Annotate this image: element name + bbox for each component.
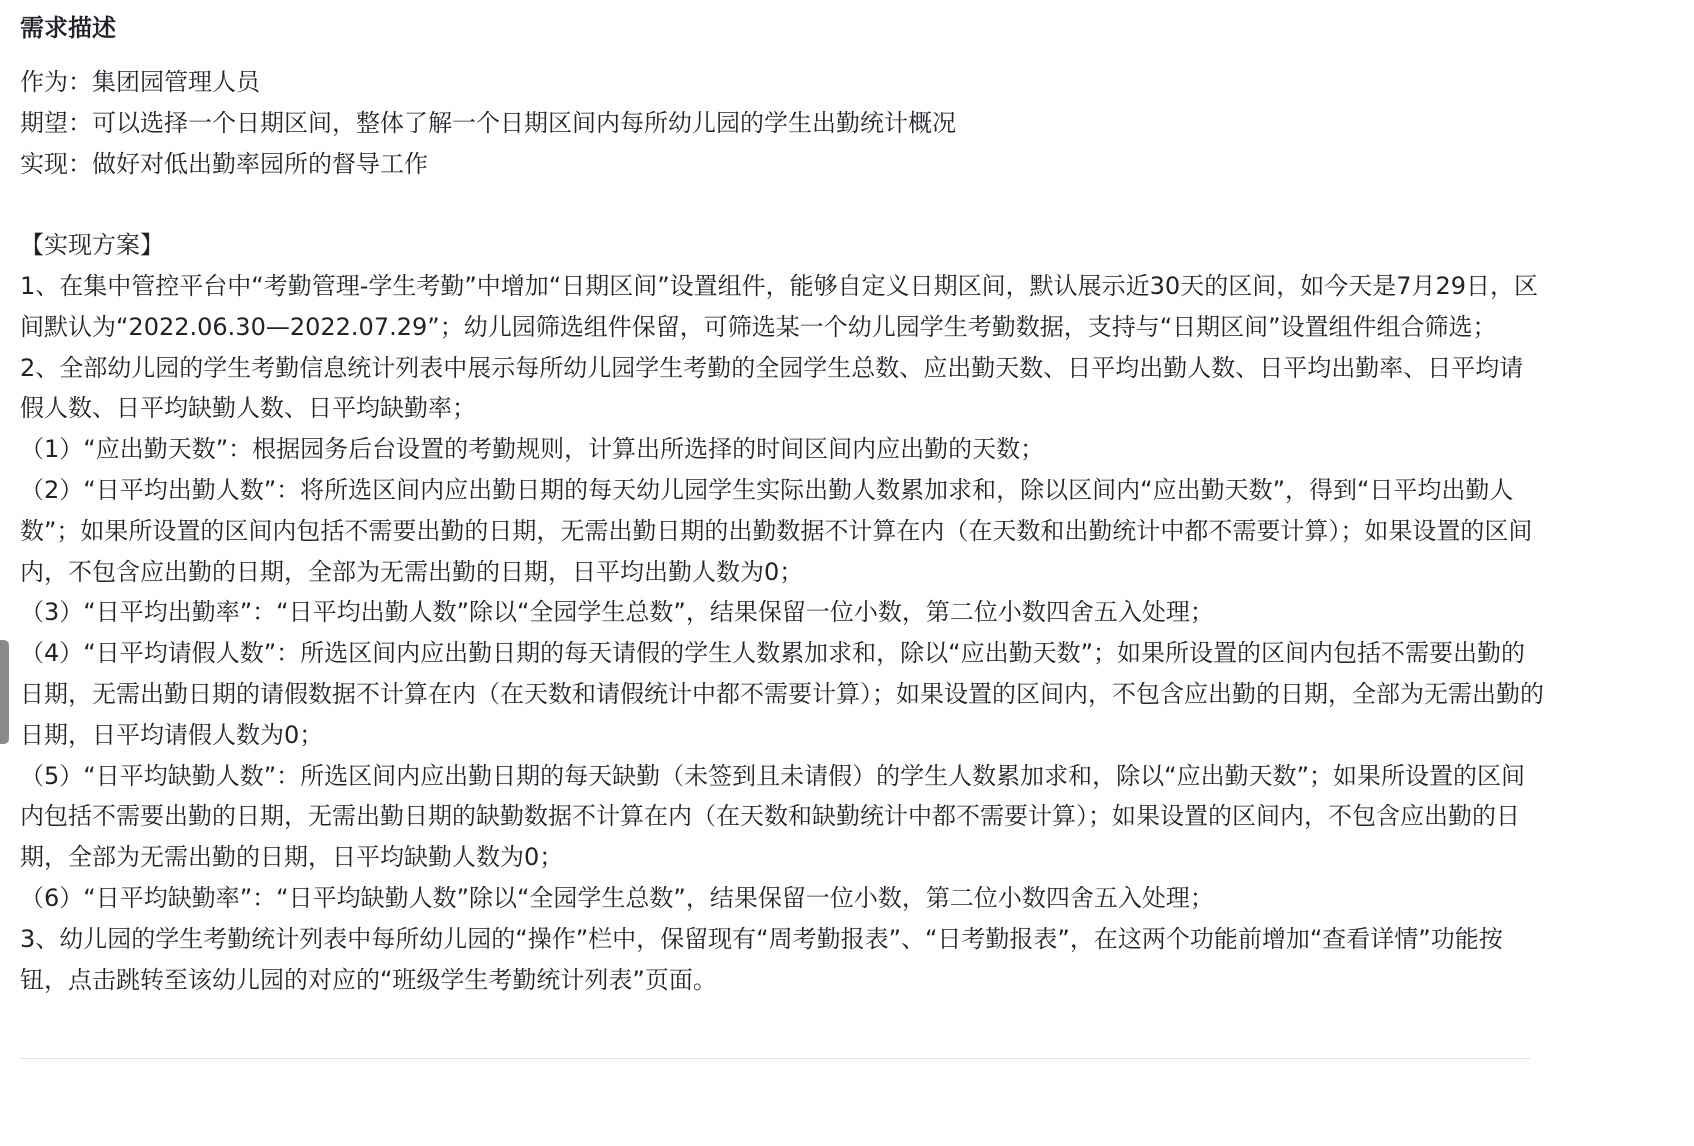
plan-item-1: 1、在集中管控平台中“考勤管理-学生考勤”中增加“日期区间”设置组件，能够自定义日期区间，默认展示近30天的区间，如今天是7月29日，区间默认为“2022.06.30—2022.07.29”；幼儿园筛选组件保留，可筛选某一个幼儿园学生考勤数据，支持与“日期区间”设置组件组合筛选； (20, 271, 1539, 341)
section-title: 需求描述 (20, 14, 116, 42)
requirement-document (20, 8, 1545, 1000)
realization-line: 实现：做好对低出勤率园所的督导工作 (20, 149, 428, 178)
plan-heading: 【实现方案】 (20, 231, 164, 260)
plan-subitem-4: （4）“日平均请假人数”：所选区间内应出勤日期的每天请假的学生人数累加求和，除以“应出勤天数”；如果所设置的区间内包括不需要出勤的日期，无需出勤日期的请假数据不计算在内（在天数和请假统计中都不需要计算）；如果设置的区间内，不包含应出勤的日期，全部为无需出勤的日期，日平均请假人数为0； (20, 639, 1544, 749)
spacer (20, 184, 1545, 225)
plan-subitem-3: （3）“日平均出勤率”：“日平均出勤人数”除以“全园学生总数”，结果保留一位小数，第二位小数四舍五入处理； (20, 598, 1214, 627)
scrollbar-handle[interactable] (0, 640, 9, 744)
role-line: 作为：集团园管理人员 (20, 68, 260, 96)
plan-subitem-2: （2）“日平均出勤人数”：将所选区间内应出勤日期的每天幼儿园学生实际出勤人数累加求和，除以区间内“应出勤天数”，得到“日平均出勤人数”；如果所设置的区间内包括不需要出勤的日期，无需出勤日期的出勤数据不计算在内（在天数和出勤统计中都不需要计算）；如果设置的区间内，不包含应出勤的日期，全部为无需出勤的日期，日平均出勤人数为0； (20, 475, 1533, 586)
divider (20, 1058, 1530, 1059)
plan-item-2: 2、全部幼儿园的学生考勤信息统计列表中展示每所幼儿园学生考勤的全园学生总数、应出勤天数、日平均出勤人数、日平均出勤率、日平均请假人数、日平均缺勤人数、日平均缺勤率； (20, 353, 1524, 423)
expectation-line: 期望：可以选择一个日期区间，整体了解一个日期区间内每所幼儿园的学生出勤统计概况 (20, 108, 956, 137)
plan-subitem-5: （5）“日平均缺勤人数”：所选区间内应出勤日期的每天缺勤（未签到且未请假）的学生人数累加求和，除以“应出勤天数”；如果所设置的区间内包括不需要出勤的日期，无需出勤日期的缺勤数据不计算在内（在天数和缺勤统计中都不需要计算）；如果设置的区间内，不包含应出勤的日期，全部为无需出勤的日期，日平均缺勤人数为0； (20, 761, 1525, 872)
plan-subitem-1: （1）“应出勤天数”：根据园务后台设置的考勤规则，计算出所选择的时间区间内应出勤的天数； (20, 435, 1045, 464)
plan-subitem-6: （6）“日平均缺勤率”：“日平均缺勤人数”除以“全园学生总数”，结果保留一位小数，第二位小数四舍五入处理； (20, 883, 1214, 912)
plan-item-3: 3、幼儿园的学生考勤统计列表中每所幼儿园的“操作”栏中，保留现有“周考勤报表”、“日考勤报表”，在这两个功能前增加“查看详情”功能按钮，点击跳转至该幼儿园的对应的“班级学生考勤统计列表”页面。 (20, 924, 1503, 994)
